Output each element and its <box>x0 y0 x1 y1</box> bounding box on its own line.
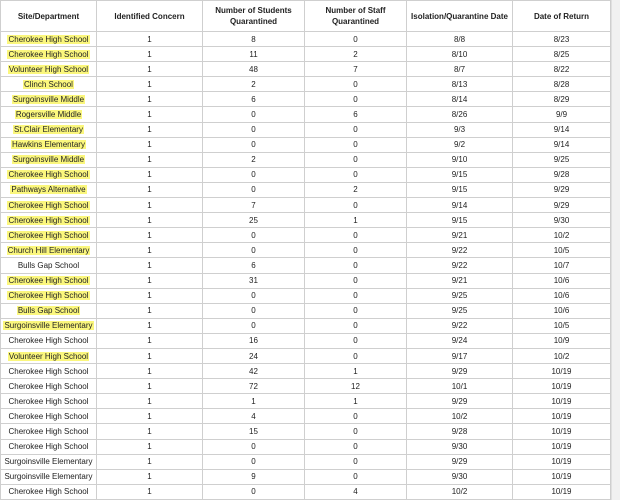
cell-staff-quarantined: 0 <box>305 92 407 107</box>
table-row <box>1 167 611 182</box>
cell-staff-quarantined: 4 <box>305 484 407 499</box>
cell-staff-quarantined: 6 <box>305 107 407 122</box>
cell-students-quarantined: 0 <box>203 122 305 137</box>
cell-isolation-date: 8/14 <box>407 92 513 107</box>
highlighted-site-name: Cherokee High School <box>8 230 89 240</box>
cell-staff-quarantined: 0 <box>305 424 407 439</box>
table-row <box>1 198 611 213</box>
cell-staff-quarantined: 0 <box>305 273 407 288</box>
cell-isolation-date: 9/22 <box>407 258 513 273</box>
cell-isolation-date: 9/29 <box>407 364 513 379</box>
cell-site <box>1 167 97 182</box>
cell-site <box>1 62 97 77</box>
cell-students-quarantined: 0 <box>203 182 305 197</box>
header-staff-quarantined: Number of Staff Quarantined <box>305 1 407 32</box>
cell-isolation-date: 8/26 <box>407 107 513 122</box>
table-row <box>1 409 611 424</box>
highlighted-site-name: Cherokee High School <box>8 170 89 180</box>
cell-students-quarantined: 0 <box>203 454 305 469</box>
cell-identified-concern: 1 <box>97 152 203 167</box>
table-row <box>1 273 611 288</box>
cell-staff-quarantined: 0 <box>305 228 407 243</box>
site-name: Cherokee High School <box>8 396 89 406</box>
table-row <box>1 107 611 122</box>
cell-identified-concern: 1 <box>97 379 203 394</box>
cell-isolation-date: 10/2 <box>407 409 513 424</box>
cell-site <box>1 303 97 318</box>
cell-students-quarantined: 0 <box>203 228 305 243</box>
cell-identified-concern: 1 <box>97 122 203 137</box>
cell-isolation-date: 9/3 <box>407 122 513 137</box>
table-row <box>1 228 611 243</box>
cell-students-quarantined: 9 <box>203 469 305 484</box>
cell-site <box>1 228 97 243</box>
cell-staff-quarantined: 0 <box>305 348 407 363</box>
cell-students-quarantined: 0 <box>203 107 305 122</box>
site-name: Cherokee High School <box>8 411 89 421</box>
table-row <box>1 469 611 484</box>
cell-staff-quarantined: 2 <box>305 182 407 197</box>
cell-students-quarantined: 0 <box>203 288 305 303</box>
table-row <box>1 92 611 107</box>
header-isolation-date: Isolation/Quarantine Date <box>407 1 513 32</box>
table-row <box>1 454 611 469</box>
cell-isolation-date: 9/15 <box>407 182 513 197</box>
cell-students-quarantined: 25 <box>203 213 305 228</box>
cell-identified-concern: 1 <box>97 47 203 62</box>
header-date-of-return: Date of Return <box>513 1 611 32</box>
highlighted-site-name: Volunteer High School <box>8 351 89 361</box>
cell-date-of-return: 9/30 <box>513 213 611 228</box>
cell-staff-quarantined: 0 <box>305 32 407 47</box>
highlighted-site-name: Volunteer High School <box>8 64 89 74</box>
cell-staff-quarantined: 12 <box>305 379 407 394</box>
cell-isolation-date: 9/21 <box>407 273 513 288</box>
cell-students-quarantined: 24 <box>203 348 305 363</box>
cell-isolation-date: 9/14 <box>407 198 513 213</box>
highlighted-site-name: Hawkins Elementary <box>12 140 85 150</box>
cell-date-of-return: 9/28 <box>513 167 611 182</box>
cell-students-quarantined: 42 <box>203 364 305 379</box>
cell-isolation-date: 10/1 <box>407 379 513 394</box>
cell-date-of-return: 8/25 <box>513 47 611 62</box>
cell-identified-concern: 1 <box>97 469 203 484</box>
cell-date-of-return: 8/22 <box>513 62 611 77</box>
table-row <box>1 318 611 333</box>
site-name: Cherokee High School <box>8 366 89 376</box>
highlighted-site-name: Cherokee High School <box>8 276 89 286</box>
cell-date-of-return: 9/25 <box>513 152 611 167</box>
cell-students-quarantined: 2 <box>203 152 305 167</box>
table-row <box>1 77 611 92</box>
cell-isolation-date: 9/29 <box>407 454 513 469</box>
highlighted-site-name: Bulls Gap School <box>17 306 80 316</box>
cell-staff-quarantined: 2 <box>305 47 407 62</box>
cell-date-of-return: 8/28 <box>513 77 611 92</box>
cell-staff-quarantined: 0 <box>305 288 407 303</box>
table-row <box>1 303 611 318</box>
cell-date-of-return: 8/29 <box>513 92 611 107</box>
cell-site <box>1 182 97 197</box>
cell-site <box>1 379 97 394</box>
cell-staff-quarantined: 0 <box>305 122 407 137</box>
table-row <box>1 243 611 258</box>
cell-students-quarantined: 11 <box>203 47 305 62</box>
cell-site <box>1 288 97 303</box>
cell-identified-concern: 1 <box>97 62 203 77</box>
cell-students-quarantined: 0 <box>203 439 305 454</box>
cell-students-quarantined: 0 <box>203 484 305 499</box>
cell-date-of-return: 10/5 <box>513 318 611 333</box>
table-row <box>1 379 611 394</box>
cell-site <box>1 409 97 424</box>
highlighted-site-name: Cherokee High School <box>8 291 89 301</box>
cell-students-quarantined: 2 <box>203 77 305 92</box>
cell-identified-concern: 1 <box>97 409 203 424</box>
cell-staff-quarantined: 0 <box>305 409 407 424</box>
cell-staff-quarantined: 1 <box>305 364 407 379</box>
cell-date-of-return: 10/19 <box>513 454 611 469</box>
cell-site <box>1 77 97 92</box>
highlighted-site-name: Cherokee High School <box>8 49 89 59</box>
table-header <box>1 1 611 32</box>
table-row <box>1 394 611 409</box>
header-site: Site/Department <box>1 1 97 32</box>
cell-students-quarantined: 31 <box>203 273 305 288</box>
cell-site <box>1 198 97 213</box>
cell-date-of-return: 10/19 <box>513 484 611 499</box>
cell-date-of-return: 10/5 <box>513 243 611 258</box>
cell-identified-concern: 1 <box>97 348 203 363</box>
cell-isolation-date: 9/29 <box>407 394 513 409</box>
cell-staff-quarantined: 0 <box>305 152 407 167</box>
site-name: Cherokee High School <box>8 336 89 346</box>
header-identified-concern: Identified Concern <box>97 1 203 32</box>
cell-date-of-return: 10/9 <box>513 333 611 348</box>
cell-site <box>1 333 97 348</box>
cell-site <box>1 137 97 152</box>
cell-site <box>1 273 97 288</box>
highlighted-site-name: Cherokee High School <box>8 215 89 225</box>
cell-isolation-date: 9/10 <box>407 152 513 167</box>
highlighted-site-name: Clinch School <box>24 79 73 89</box>
highlighted-site-name: St.Clair Elementary <box>14 125 83 135</box>
cell-staff-quarantined: 0 <box>305 439 407 454</box>
cell-students-quarantined: 4 <box>203 409 305 424</box>
table-row <box>1 439 611 454</box>
table-row <box>1 364 611 379</box>
cell-identified-concern: 1 <box>97 137 203 152</box>
header-row <box>1 1 611 32</box>
cell-date-of-return: 10/19 <box>513 364 611 379</box>
site-name: Cherokee High School <box>8 487 89 497</box>
cell-date-of-return: 9/29 <box>513 198 611 213</box>
cell-site <box>1 424 97 439</box>
cell-identified-concern: 1 <box>97 439 203 454</box>
highlighted-site-name: Cherokee High School <box>8 34 89 44</box>
table-row <box>1 258 611 273</box>
cell-identified-concern: 1 <box>97 288 203 303</box>
table-row <box>1 62 611 77</box>
table-row <box>1 348 611 363</box>
cell-date-of-return: 10/2 <box>513 228 611 243</box>
cell-isolation-date: 9/25 <box>407 288 513 303</box>
scrollbar-track[interactable] <box>611 0 620 500</box>
table-row <box>1 182 611 197</box>
table-row <box>1 32 611 47</box>
table-row <box>1 47 611 62</box>
cell-identified-concern: 1 <box>97 107 203 122</box>
cell-identified-concern: 1 <box>97 258 203 273</box>
cell-isolation-date: 9/15 <box>407 167 513 182</box>
cell-site <box>1 122 97 137</box>
cell-staff-quarantined: 7 <box>305 62 407 77</box>
site-name: Cherokee High School <box>8 426 89 436</box>
cell-isolation-date: 9/15 <box>407 213 513 228</box>
cell-identified-concern: 1 <box>97 484 203 499</box>
cell-site <box>1 484 97 499</box>
site-name: Surgoinsville Elementary <box>4 457 93 467</box>
cell-students-quarantined: 15 <box>203 424 305 439</box>
cell-identified-concern: 1 <box>97 243 203 258</box>
cell-isolation-date: 8/13 <box>407 77 513 92</box>
cell-staff-quarantined: 0 <box>305 167 407 182</box>
cell-date-of-return: 10/19 <box>513 394 611 409</box>
cell-students-quarantined: 7 <box>203 198 305 213</box>
cell-staff-quarantined: 0 <box>305 243 407 258</box>
cell-site <box>1 32 97 47</box>
cell-isolation-date: 9/2 <box>407 137 513 152</box>
cell-isolation-date: 9/30 <box>407 469 513 484</box>
cell-isolation-date: 10/2 <box>407 484 513 499</box>
cell-date-of-return: 10/6 <box>513 288 611 303</box>
cell-isolation-date: 9/25 <box>407 303 513 318</box>
table-row <box>1 137 611 152</box>
cell-students-quarantined: 0 <box>203 318 305 333</box>
cell-identified-concern: 1 <box>97 32 203 47</box>
cell-students-quarantined: 1 <box>203 394 305 409</box>
table-row <box>1 288 611 303</box>
cell-students-quarantined: 0 <box>203 303 305 318</box>
highlighted-site-name: Surgoinsville Elementary <box>4 321 93 331</box>
cell-isolation-date: 8/8 <box>407 32 513 47</box>
cell-staff-quarantined: 0 <box>305 198 407 213</box>
cell-staff-quarantined: 0 <box>305 303 407 318</box>
cell-identified-concern: 1 <box>97 394 203 409</box>
cell-date-of-return: 9/14 <box>513 137 611 152</box>
cell-date-of-return: 10/19 <box>513 439 611 454</box>
cell-site <box>1 394 97 409</box>
cell-identified-concern: 1 <box>97 213 203 228</box>
cell-staff-quarantined: 1 <box>305 213 407 228</box>
cell-site <box>1 47 97 62</box>
cell-date-of-return: 10/19 <box>513 424 611 439</box>
cell-identified-concern: 1 <box>97 318 203 333</box>
cell-date-of-return: 10/19 <box>513 409 611 424</box>
table-body <box>1 32 611 500</box>
site-name: Cherokee High School <box>8 381 89 391</box>
cell-date-of-return: 10/19 <box>513 379 611 394</box>
cell-students-quarantined: 6 <box>203 258 305 273</box>
cell-staff-quarantined: 0 <box>305 137 407 152</box>
cell-date-of-return: 9/29 <box>513 182 611 197</box>
cell-students-quarantined: 0 <box>203 167 305 182</box>
cell-site <box>1 243 97 258</box>
cell-isolation-date: 8/7 <box>407 62 513 77</box>
cell-identified-concern: 1 <box>97 92 203 107</box>
cell-students-quarantined: 6 <box>203 92 305 107</box>
cell-site <box>1 364 97 379</box>
cell-staff-quarantined: 0 <box>305 469 407 484</box>
table-row <box>1 424 611 439</box>
cell-staff-quarantined: 1 <box>305 394 407 409</box>
site-name: Surgoinsville Elementary <box>4 472 93 482</box>
highlighted-site-name: Surgoinsville Middle <box>12 94 85 104</box>
cell-date-of-return: 10/6 <box>513 303 611 318</box>
cell-site <box>1 454 97 469</box>
cell-site <box>1 213 97 228</box>
cell-staff-quarantined: 0 <box>305 318 407 333</box>
cell-students-quarantined: 8 <box>203 32 305 47</box>
cell-site <box>1 348 97 363</box>
highlighted-site-name: Church Hill Elementary <box>7 245 90 255</box>
cell-date-of-return: 10/7 <box>513 258 611 273</box>
cell-identified-concern: 1 <box>97 167 203 182</box>
cell-identified-concern: 1 <box>97 333 203 348</box>
cell-site <box>1 439 97 454</box>
cell-date-of-return: 9/14 <box>513 122 611 137</box>
table-row <box>1 213 611 228</box>
cell-date-of-return: 8/23 <box>513 32 611 47</box>
cell-site <box>1 152 97 167</box>
cell-site <box>1 107 97 122</box>
cell-staff-quarantined: 0 <box>305 258 407 273</box>
table-row <box>1 152 611 167</box>
highlighted-site-name: Surgoinsville Middle <box>12 155 85 165</box>
table-row <box>1 333 611 348</box>
cell-students-quarantined: 16 <box>203 333 305 348</box>
cell-isolation-date: 9/24 <box>407 333 513 348</box>
cell-identified-concern: 1 <box>97 424 203 439</box>
highlighted-site-name: Rogersville Middle <box>15 110 82 120</box>
cell-students-quarantined: 48 <box>203 62 305 77</box>
cell-date-of-return: 10/6 <box>513 273 611 288</box>
cell-identified-concern: 1 <box>97 364 203 379</box>
site-name: Cherokee High School <box>8 442 89 452</box>
cell-students-quarantined: 72 <box>203 379 305 394</box>
site-name: Bulls Gap School <box>17 260 80 270</box>
cell-site <box>1 318 97 333</box>
cell-staff-quarantined: 0 <box>305 77 407 92</box>
cell-isolation-date: 9/30 <box>407 439 513 454</box>
cell-site <box>1 258 97 273</box>
highlighted-site-name: Cherokee High School <box>8 200 89 210</box>
cell-identified-concern: 1 <box>97 77 203 92</box>
cell-isolation-date: 9/17 <box>407 348 513 363</box>
cell-isolation-date: 9/28 <box>407 424 513 439</box>
cell-isolation-date: 9/22 <box>407 318 513 333</box>
cell-date-of-return: 9/9 <box>513 107 611 122</box>
table-row <box>1 484 611 499</box>
cell-identified-concern: 1 <box>97 228 203 243</box>
cell-identified-concern: 1 <box>97 454 203 469</box>
cell-site <box>1 469 97 484</box>
cell-date-of-return: 10/2 <box>513 348 611 363</box>
cell-identified-concern: 1 <box>97 198 203 213</box>
cell-isolation-date: 9/21 <box>407 228 513 243</box>
cell-students-quarantined: 0 <box>203 243 305 258</box>
cell-staff-quarantined: 0 <box>305 333 407 348</box>
cell-identified-concern: 1 <box>97 273 203 288</box>
cell-identified-concern: 1 <box>97 303 203 318</box>
highlighted-site-name: Pathways Alternative <box>11 185 86 195</box>
cell-date-of-return: 10/19 <box>513 469 611 484</box>
cell-staff-quarantined: 0 <box>305 454 407 469</box>
cell-students-quarantined: 0 <box>203 137 305 152</box>
cell-identified-concern: 1 <box>97 182 203 197</box>
cell-isolation-date: 8/10 <box>407 47 513 62</box>
cell-site <box>1 92 97 107</box>
table-row <box>1 122 611 137</box>
header-students-quarantined: Number of Students Quarantined <box>203 1 305 32</box>
cell-isolation-date: 9/22 <box>407 243 513 258</box>
